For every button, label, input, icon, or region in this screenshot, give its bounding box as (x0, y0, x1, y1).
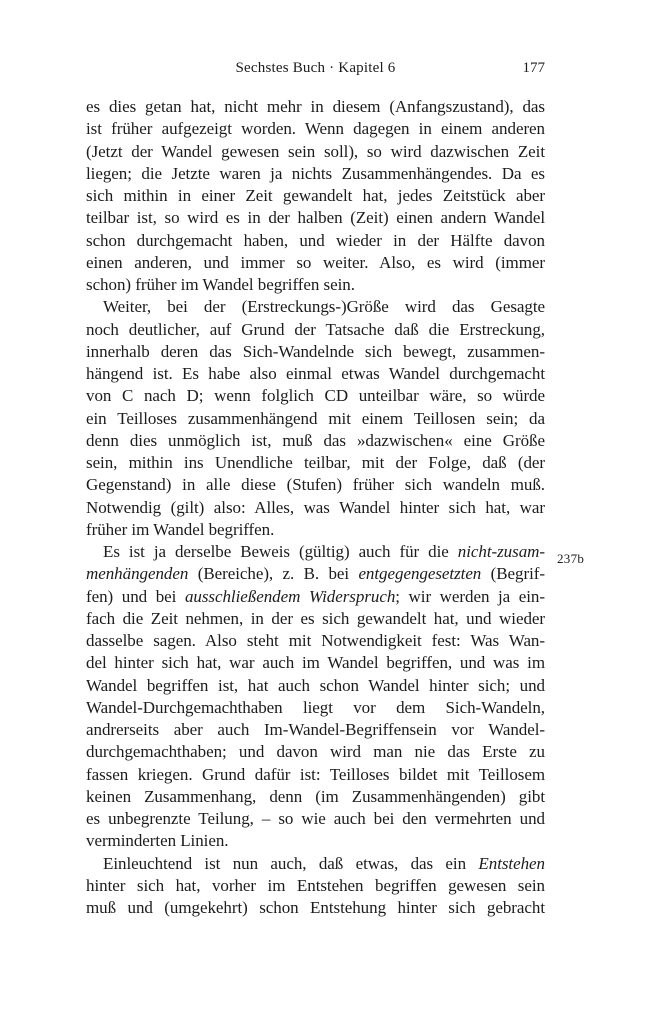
text-line: keinen Zusammenhang, denn (im Zusammenhängenden) gibt (86, 786, 545, 806)
text-line: früher im Wandel begriffen. (86, 519, 275, 539)
text-segment: ; wir werden ja ein- (395, 586, 545, 606)
text-line: es dies getan hat, nicht mehr in diesem (Anfangszustand), das (86, 97, 545, 116)
text-line: del hinter sich hat, war auch im Wandel begriffen, und was im (86, 653, 545, 673)
italic-segment: ausschließendem Widerspruch (184, 586, 396, 606)
text-segment: Es ist ja derselbe Beweis (gültig) auch für die (103, 542, 458, 561)
text-line: Gegenstand) in alle diese (Stufen) früher sich wandeln muß. (86, 475, 545, 495)
text-line: (Jetzt der Wandel gewesen sein soll), so wird dazwischen Zeit (86, 141, 545, 161)
text-line: teilbar ist, so wird es in der halben (Zeit) einen andern Wandel (86, 208, 545, 228)
running-head (86, 60, 545, 84)
text-line: noch deutlicher, auf Grund der Tatsache daß die Erstreckung, (86, 319, 545, 339)
text-segment: Einleuchtend ist nun auch, daß etwas, das ein (103, 853, 479, 873)
page-number: 177 (522, 60, 545, 76)
text-line: von C nach D; wenn folglich CD unteilbar wäre, so würde (86, 386, 545, 406)
body-text (86, 96, 545, 919)
text-line: es unbegrenzte Teilung, – so wie auch bei den vermehrten und (86, 809, 545, 828)
text-line: muß und (umgekehrt) schon Entstehung hinter sich gebracht (86, 898, 545, 917)
text-line: Weiter, bei der (Erstreckungs-)Größe wird das Gesagte (103, 297, 545, 317)
text-line: schon durchgemacht haben, und wieder in der Hälfte davon (86, 230, 545, 250)
text-line: hängend ist. Es habe also einmal etwas Wandel durchgemacht (86, 364, 545, 383)
text-line: Wandel begriffen ist, hat auch schon Wandel hinter sich; und (86, 675, 545, 695)
text-line: durchgemachthaben; und davon wird man nie das Erste zu (86, 742, 545, 762)
text-line (86, 853, 545, 875)
text-line (86, 541, 545, 563)
text-segment: (Begrif- (481, 564, 545, 584)
italic-segment: nicht-zusam- (457, 542, 545, 561)
text-line: fach die Zeit nehmen, in der es sich gewandelt hat, und wieder (86, 608, 545, 628)
text-line: Wandel-Durchgemachthaben liegt vor dem Sich-Wandeln, (86, 697, 545, 717)
text-line: fassen kriegen. Grund dafür ist: Teilloses bildet mit Teillosem (86, 764, 545, 784)
text-line: sein, mithin ins Unendliche teilbar, mit der Folge, daß (der (86, 453, 545, 472)
text-line: hinter sich hat, vorher im Entstehen begriffen gewesen sein (86, 875, 545, 895)
text-line: ist früher aufgezeigt worden. Wenn dagegen in einem anderen (86, 119, 545, 139)
text-segment: fen) und bei (86, 586, 185, 606)
text-line: verminderten Linien. (86, 831, 229, 851)
text-line (86, 563, 545, 585)
text-line: andrerseits aber auch Im-Wandel-Begriffensein vor Wandel- (86, 720, 545, 739)
italic-segment: entgegengesetzten (358, 564, 482, 584)
text-line: sich mithin in einer Zeit gewandelt hat, jedes Zeitstück aber (86, 186, 545, 205)
running-title: Sechstes Buch · Kapitel 6 (235, 60, 396, 76)
text-line: ein Teilloses zusammenhängend mit einem Teillosen sein; da (86, 408, 545, 428)
text-segment: (Bereiche), z. B. bei (188, 564, 359, 584)
text-line: schon) früher im Wandel begriffen sein. (86, 275, 355, 294)
text-line: Notwendig (gilt) also: Alles, was Wandel hinter sich hat, war (86, 497, 545, 517)
italic-segment: Entstehen (478, 853, 545, 873)
text-line: einen anderen, und immer so weiter. Also, es wird (immer (86, 252, 545, 272)
text-line: denn dies unmöglich ist, muß das »dazwischen« eine Größe (86, 430, 545, 450)
text-line: innerhalb deren das Sich-Wandelnde sich bewegt, zusammen- (86, 341, 545, 361)
text-line (86, 586, 545, 608)
margin-reference: 237b (557, 551, 585, 566)
text-line: liegen; die Jetzte waren ja nichts Zusammenhängendes. Da es (86, 163, 545, 183)
italic-segment: menhängenden (86, 564, 189, 584)
text-line: dasselbe sagen. Also steht mit Notwendigkeit fest: Was Wan- (86, 631, 545, 650)
